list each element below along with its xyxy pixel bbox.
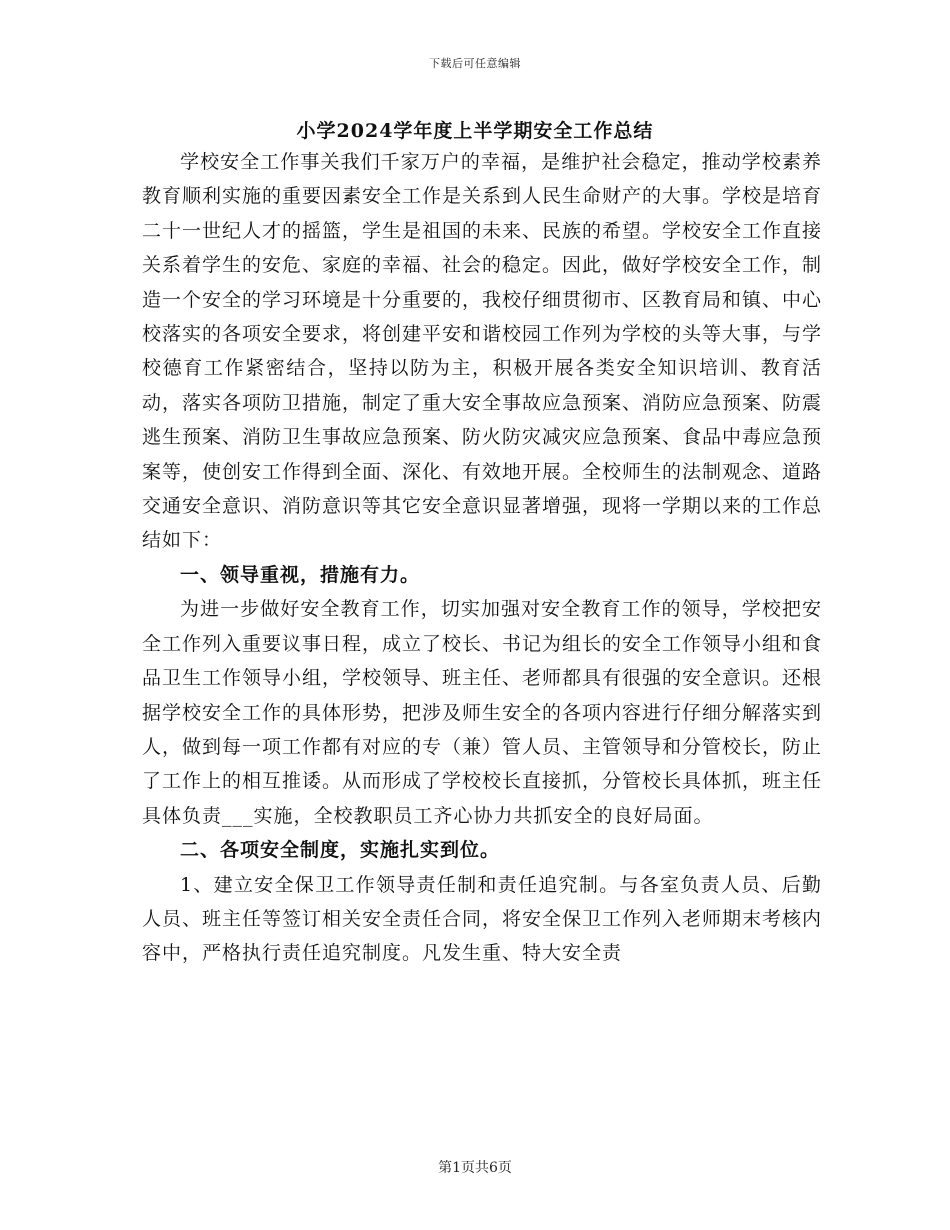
document-body [142, 145, 822, 971]
header-note: 下载后可任意编辑 [429, 57, 521, 70]
section-1-paragraph: 为进一步做好安全教育工作，切实加强对安全教育工作的领导，学校把安全工作列入重要议事日程，成立了校长、书记为组长的安全工作领导小组和食品卫生工作领导小组，学校领导、班主任、老师都具有很强的安全意识。还根据学校安全工作的具体形势，把涉及师生安全的各项内容进行仔细分解落实到人，做到每一项工作都有对应的专（兼）管人员、主管领导和分管校长，防止了工作上的相互推诿。从而形成了学校校长直接抓，分管校长具体抓，班主任具体负责___实施，全校教职员工齐心协力共抓安全的良好局面。 [142, 598, 823, 827]
document-title: 小学2024学年度上半学期安全工作总结 [296, 120, 654, 142]
section-heading-1: 一、领导重视，措施有力。 [180, 563, 421, 586]
section-2-paragraph: 1、建立安全保卫工作领导责任制和责任追究制。与各室负责人员、后勤人员、班主任等签订相关安全责任合同，将安全保卫工作列入老师期末考核内容中，严格执行责任追究制度。凡发生重、特大安全责 [142, 873, 823, 965]
page-footer: 第1页共6页 [438, 1160, 512, 1176]
intro-paragraph: 学校安全工作事关我们千家万户的幸福，是维护社会稳定，推动学校素养教育顺利实施的重要因素安全工作是关系到人民生命财产的大事。学校是培育二十一世纪人才的摇篮，学生是祖国的未来、民族的希望。学校安全工作直接关系着学生的安危、家庭的幸福、社会的稳定。因此，做好学校安全工作，制造一个安全的学习环境是十分重要的，我校仔细贯彻市、区教育局和镇、中心校落实的各项安全要求，将创建平安和谐校园工作列为学校的头等大事，与学校德育工作紧密结合，坚持以防为主，积极开展各类安全知识培训、教育活动，落实各项防卫措施，制定了重大安全事故应急预案、消防应急预案、防震逃生预案、消防卫生事故应急预案、防火防灾减灾应急预案、食品中毒应急预案等，使创安工作得到全面、深化、有效地开展。全校师生的法制观念、道路交通安全意识、消防意识等其它安全意识显著增强，现将一学期以来的工作总结如下： [142, 151, 823, 552]
section-heading-2: 二、各项安全制度，实施扎实到位。 [180, 839, 501, 862]
